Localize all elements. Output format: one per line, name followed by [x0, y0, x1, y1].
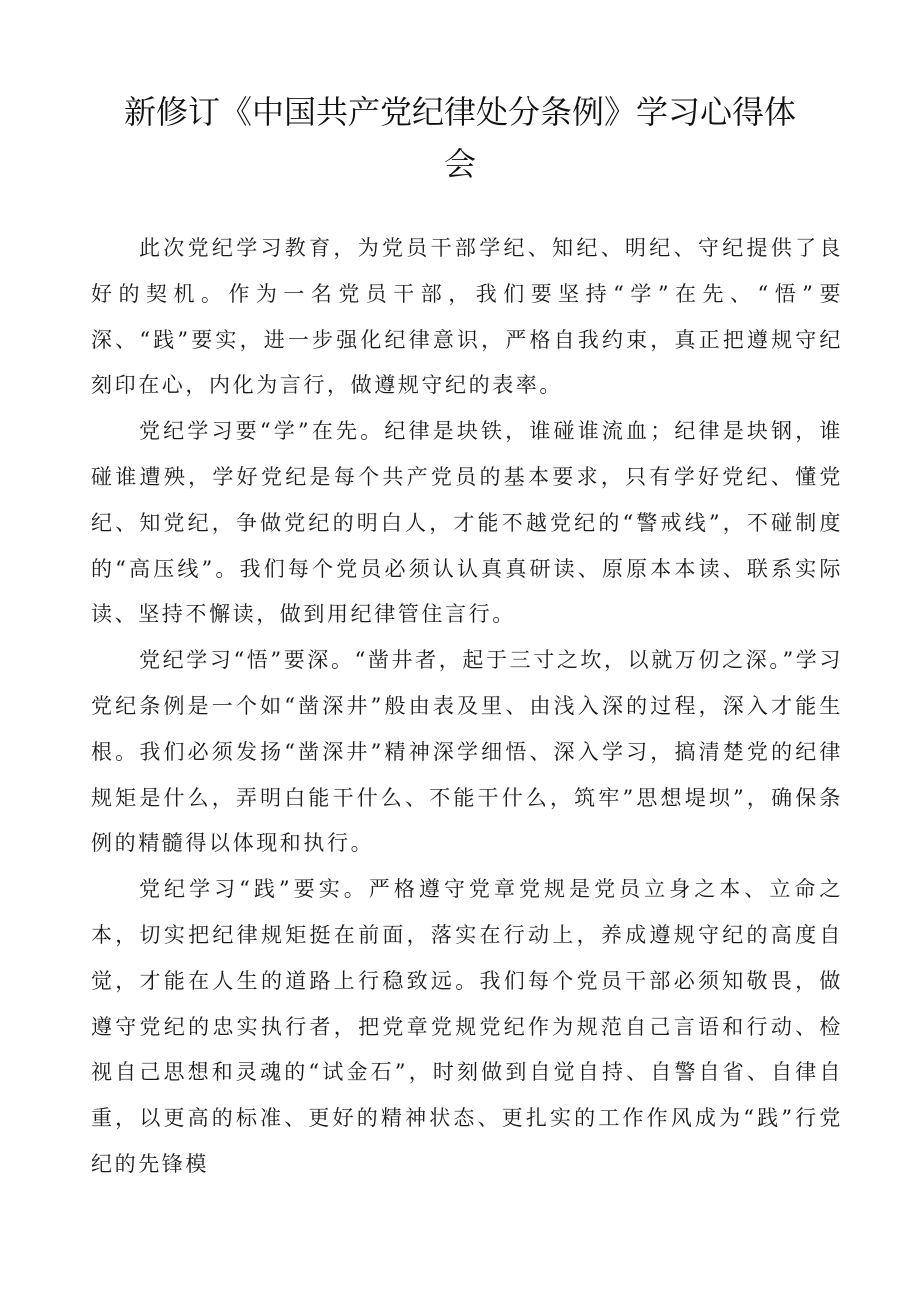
document-title: 新修订《中国共产党纪律处分条例》学习心得体会 [123, 93, 796, 183]
document-body [91, 226, 843, 1188]
paragraph-practice-solidly: 党纪学习“践”要实。严格遵守党章党规是党员立身之本、立命之本，切实把纪律规矩挺在前面，落实在行动上，养成遵规守纪的高度自觉，才能在人生的道路上行稳致远。我们每个党员干部必须知敬畏，做遵守党纪的忠实执行者，把党章党规党纪作为规范自己言语和行动、检视自己思想和灵魂的“试金石”，时刻做到自觉自持、自警自省、自律自重，以更高的标准、更好的精神状态、更扎实的工作作风成为“践”行党纪的先锋模 [91, 877, 843, 1176]
paragraph-intro: 此次党纪学习教育，为党员干部学纪、知纪、明纪、守纪提供了良好的契机。作为一名党员干部，我们要坚持“学”在先、“悟”要深、“践”要实，进一步强化纪律意识，严格自我约束，真正把遵规守纪刻印在心，内化为言行，做遵规守纪的表率。 [91, 236, 843, 398]
paragraph-study-first: 党纪学习要“学”在先。纪律是块铁，谁碰谁流血；纪律是块钢，谁碰谁遭殃，学好党纪是每个共产党员的基本要求，只有学好党纪、懂党纪、知党纪，争做党纪的明白人，才能不越党纪的“警戒线”，不碰制度的“高压线”。我们每个党员必须认认真真研读、原原本本读、联系实际读、坚持不懈读，做到用纪律管住言行。 [91, 419, 843, 627]
paragraph-understand-deeply: 党纪学习“悟”要深。“凿井者，起于三寸之坎，以就万仞之深。”学习党纪条例是一个如“凿深井”般由表及里、由浅入深的过程，深入才能生根。我们必须发扬“凿深井”精神深学细悟、深入学习，搞清楚党的纪律规矩是什么，弄明白能干什么、不能干什么，筑牢”思想堤坝”，确保条例的精髓得以体现和执行。 [91, 648, 843, 856]
